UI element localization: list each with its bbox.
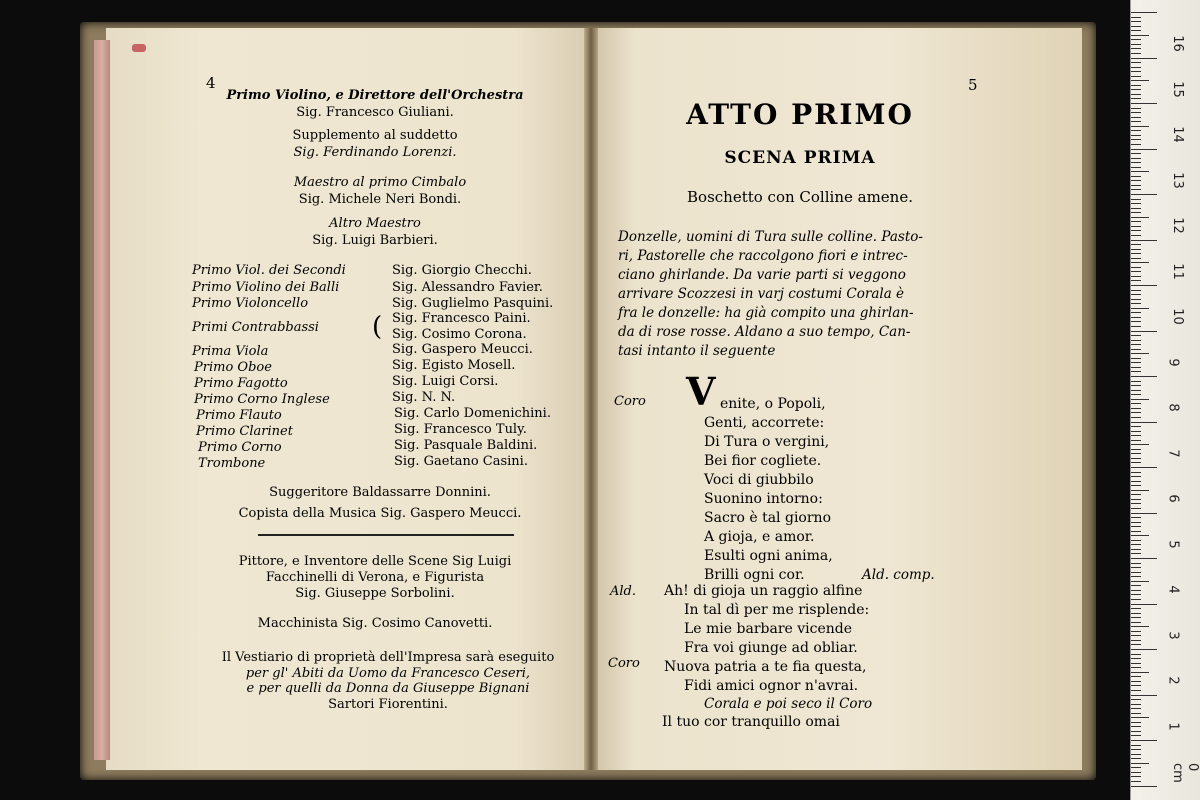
ruler-tick [1131,267,1141,268]
name: Sig. Pasquale Baldini. [394,438,538,453]
ruler-tick [1131,385,1141,386]
ruler-number: 15 [1169,80,1185,98]
ruler-tick [1131,740,1157,741]
ruler-tick [1131,535,1149,536]
verse-line: Fidi amici ognor n'avrai. [684,678,859,694]
ruler-tick [1131,644,1141,645]
ruler-tick [1131,731,1141,732]
role: Trombone [198,456,266,471]
ruler-tick [1131,35,1149,36]
right-page-number: 5 [968,76,978,94]
left-line: Supplemento al suddetto [292,128,458,143]
ruler-tick [1131,308,1149,309]
ruler-tick [1131,563,1141,564]
ruler-tick [1131,253,1141,254]
ruler-tick [1131,481,1141,482]
ruler-tick [1131,221,1141,222]
ruler-tick [1131,649,1157,650]
ruler-tick [1131,485,1141,486]
pink-page-edge [94,40,110,760]
ruler-tick [1131,444,1149,445]
ruler-tick [1131,108,1141,109]
ruler-tick [1131,94,1141,95]
ruler-tick [1131,53,1141,54]
role: Primo Clarinet [196,424,293,439]
ruler-tick [1131,76,1141,77]
ruler-tick [1131,553,1141,554]
name: Sig. Alessandro Favier. [392,280,543,295]
ruler-tick [1131,412,1141,413]
ruler-tick [1131,735,1141,736]
ruler-tick [1131,235,1141,236]
left-after: Pittore, e Inventore delle Scene Sig Luigi [238,554,512,569]
ruler-tick [1131,663,1141,664]
ruler-tick [1131,203,1141,204]
book-gutter [584,28,598,770]
ruler-tick [1131,672,1149,673]
verse-line: Le mie barbare vicende [684,621,853,637]
ruler-tick [1131,604,1157,605]
ruler-tick [1131,117,1141,118]
ruler-tick [1131,344,1141,345]
role: Prima Viola [192,344,269,359]
ruler-tick [1131,594,1141,595]
ruler-tick [1131,513,1157,514]
left-line: Sig. Luigi Barbieri. [312,233,438,248]
scene-setting: Boschetto con Colline amene. [687,188,913,206]
ruler-tick [1131,185,1141,186]
ruler-tick [1131,17,1141,18]
verse-line: Genti, accorrete: [704,415,825,431]
ruler-tick [1131,695,1157,696]
ruler-tick [1131,12,1157,13]
left-line: Primo Violino, e Direttore dell'Orchestra [226,88,524,103]
verse-line: A gioja, e amor. [704,529,815,545]
ruler-tick [1131,631,1141,632]
ruler-tick [1131,230,1141,231]
verse-line: Corala e poi seco il Coro [704,696,873,712]
ruler-tick [1131,462,1141,463]
ruler-tick [1131,362,1141,363]
verse-line: enite, o Popoli, [720,396,826,412]
left-line: Sig. Ferdinando Lorenzi. [293,145,457,160]
ruler-tick [1131,258,1141,259]
ruler-tick [1131,189,1141,190]
ruler-tick [1131,217,1149,218]
ruler-tick [1131,394,1141,395]
name: Sig. Egisto Mosell. [392,358,516,373]
ruler-tick [1131,26,1141,27]
name: Sig. Luigi Corsi. [392,374,499,389]
ruler-number: 14 [1169,126,1185,143]
ruler-tick [1131,490,1149,491]
ruler-number: 4 [1165,585,1181,594]
ruler-tick [1131,449,1141,450]
ruler-tick [1131,30,1141,31]
ruler-tick [1131,635,1141,636]
role: Primo Violino dei Balli [192,280,340,295]
ruler-tick [1131,139,1141,140]
ruler-tick [1131,290,1141,291]
act-title: ATTO PRIMO [686,98,914,131]
ruler-tick [1131,503,1141,504]
measuring-ruler [1130,0,1200,800]
role: Primo Flauto [196,408,282,423]
ruler-tick [1131,399,1149,400]
ruler-tick [1131,144,1141,145]
ruler-tick [1131,704,1141,705]
ruler-tick [1131,517,1141,518]
name: Sig. Cosimo Corona. [392,327,527,342]
ruler-tick [1131,326,1141,327]
verse-line: Bei fior cogliete. [704,453,822,469]
ruler-tick [1131,358,1141,359]
ruler-tick [1131,103,1157,104]
role: Primi Contrabbassi [192,320,319,335]
verse-line: Nuova patria a te fia questa, [664,659,867,675]
ruler-tick [1131,199,1141,200]
ruler-tick [1131,781,1141,782]
ruler-tick [1131,390,1141,391]
ruler-number: 0 cm [1170,763,1200,783]
stage-direction: da di rose rosse. Aldano a suo tempo, Can- [618,324,911,340]
ruler-tick [1131,713,1141,714]
ruler-tick [1131,280,1141,281]
verse-line: Fra voi giunge ad obliar. [684,640,858,656]
ruler-tick [1131,353,1149,354]
left-after: Macchinista Sig. Cosimo Canovetti. [257,616,493,631]
ruler-number: 16 [1169,35,1185,52]
ruler-tick [1131,745,1141,746]
ruler-tick [1131,367,1141,368]
ruler-tick [1131,472,1141,473]
ruler-tick [1131,240,1157,241]
speaker: Coro [608,656,640,671]
role: Primo Corno [198,440,282,455]
ruler-tick [1131,294,1141,295]
ruler-tick [1131,180,1141,181]
ruler-tick [1131,440,1141,441]
ruler-tick [1131,21,1141,22]
ruler-tick [1131,331,1157,332]
ruler-tick [1131,549,1141,550]
ruler-tick [1131,626,1149,627]
ruler-tick [1131,162,1141,163]
ruler-tick [1131,417,1141,418]
ruler-tick [1131,208,1141,209]
ruler-tick [1131,303,1141,304]
ruler-tick [1131,58,1157,59]
ruler-number: 7 [1165,448,1181,458]
ruler-tick [1131,80,1149,81]
verse-line: Sacro è tal giorno [704,510,831,526]
ruler-tick [1131,299,1141,300]
left-after: Facchinelli di Verona, e Figurista [265,570,485,585]
ruler-tick [1131,458,1141,459]
left-after: Sartori Fiorentini. [328,697,448,712]
ruler-tick [1131,558,1157,559]
ruler-tick [1131,599,1141,600]
divider [258,534,514,536]
role: Primo Fagotto [194,376,288,391]
ruler-tick [1131,585,1141,586]
ruler-tick [1131,422,1157,423]
role: Primo Viol. dei Secondi [192,263,346,278]
ruler-tick [1131,249,1141,250]
ruler-tick [1131,758,1141,759]
ruler-tick [1131,567,1141,568]
ruler-tick [1131,121,1141,122]
name: Sig. Francesco Tuly. [394,422,527,437]
ruler-tick [1131,39,1141,40]
ruler-tick [1131,476,1141,477]
ruler-tick [1131,658,1141,659]
ruler-tick [1131,540,1141,541]
ruler-tick [1131,435,1141,436]
ruler-tick [1131,71,1141,72]
ruler-tick [1131,149,1157,150]
ruler-tick [1131,85,1141,86]
ruler-number: 8 [1165,403,1181,412]
ruler-tick [1131,622,1141,623]
verse-line: Brilli ogni cor. [704,567,805,583]
role: Primo Corno Inglese [194,392,330,407]
ruler-tick [1131,494,1141,495]
ruler-tick [1131,244,1141,245]
ruler-number: 2 [1165,676,1181,685]
ruler-tick [1131,167,1141,168]
verse-line: Voci di giubbilo [704,472,814,488]
left-line: Maestro al primo Cimbalo [293,175,467,190]
left-after: Copista della Musica Sig. Gaspero Meucci. [238,506,522,521]
verse-line: Di Tura o vergini, [704,434,830,450]
ruler-tick [1131,722,1141,723]
ruler-tick [1131,426,1141,427]
stage-direction: ciano ghirlande. Da varie parti si veggono [618,267,906,283]
left-after: Il Vestiario di proprietà dell'Impresa sarà eseguito [221,650,555,665]
ruler-tick [1131,276,1141,277]
ruler-tick [1131,340,1141,341]
ruler-tick [1131,176,1141,177]
ruler-tick [1131,381,1141,382]
ruler-number: 3 [1165,630,1181,640]
ruler-tick [1131,699,1141,700]
ruler-number: 13 [1169,171,1185,189]
role: Primo Oboe [194,360,272,375]
ruler-tick [1131,312,1141,313]
ruler-tick [1131,526,1141,527]
ruler-tick [1131,531,1141,532]
name: Sig. Francesco Paini. [392,311,531,326]
left-after: Sig. Giuseppe Sorbolini. [295,586,455,601]
name: Sig. Gaetano Casini. [394,454,528,469]
ruler-tick [1131,667,1141,668]
ruler-tick [1131,212,1141,213]
ruler-tick [1131,685,1141,686]
ruler-tick [1131,48,1141,49]
ruler-tick [1131,376,1157,377]
ruler-tick [1131,754,1141,755]
ruler-tick [1131,262,1149,263]
ruler-number: 1 [1165,721,1181,731]
ruler-tick [1131,226,1141,227]
speaker: Ald. [610,584,636,599]
ruler-tick [1131,749,1141,750]
ruler-tick [1131,431,1141,432]
verse-line: In tal dì per me risplende: [684,602,870,618]
ruler-tick [1131,335,1141,336]
stage-direction: ri, Pastorelle che raccolgono fiori e intrec- [618,248,908,264]
ruler-tick [1131,89,1141,90]
scene-title: SCENA PRIMA [724,148,876,168]
ruler-tick [1131,126,1149,127]
name: Sig. Gaspero Meucci. [392,342,533,357]
ruler-tick [1131,98,1141,99]
ruler-tick [1131,654,1141,655]
ruler-tick [1131,194,1157,195]
ruler-number: 12 [1169,217,1185,234]
ruler-tick [1131,349,1141,350]
ruler-tick [1131,44,1141,45]
ruler-tick [1131,522,1141,523]
ruler-tick [1131,763,1149,764]
ruler-tick [1131,772,1141,773]
ruler-tick [1131,717,1149,718]
ruler-tick [1131,576,1141,577]
ruler-tick [1131,317,1141,318]
left-page-number: 4 [206,74,216,92]
drop-cap: V [686,369,716,414]
ruler-tick [1131,608,1141,609]
ruler-tick [1131,285,1157,286]
speaker: Coro [614,394,646,409]
name: Sig. N. N. [392,390,456,405]
ruler-number: 11 [1169,262,1185,280]
ruler-tick [1131,617,1141,618]
left-after: Suggeritore Baldassarre Donnini. [269,485,491,500]
ruler-tick [1131,371,1141,372]
ruler-tick [1131,67,1141,68]
verse-line: Suonino intorno: [704,491,823,507]
ruler-tick [1131,130,1141,131]
ruler-tick [1131,776,1141,777]
ruler-number: 6 [1165,494,1181,503]
ruler-tick [1131,590,1141,591]
ruler-tick [1131,640,1141,641]
ruler-number: 10 [1169,308,1185,325]
ruler-tick [1131,158,1141,159]
ruler-tick [1131,544,1141,545]
role: Primo Violoncello [192,296,309,311]
ruler-tick [1131,271,1141,272]
red-mark [132,44,146,52]
ruler-tick [1131,62,1141,63]
stage-direction: tasi intanto il seguente [618,343,776,359]
aside: Ald. comp. [862,567,935,583]
ruler-tick [1131,467,1157,468]
ruler-tick [1131,572,1141,573]
left-line: Sig. Michele Neri Bondi. [298,192,462,207]
ruler-tick [1131,321,1141,322]
left-after: per gl' Abiti da Uomo da Francesco Ceseri, [245,666,531,681]
ruler-tick [1131,613,1141,614]
ruler-tick [1131,676,1141,677]
ruler-number: 9 [1165,357,1181,367]
ruler-tick [1131,153,1141,154]
ruler-tick [1131,508,1141,509]
ruler-tick [1131,581,1149,582]
ruler-tick [1131,708,1141,709]
ruler-tick [1131,499,1141,500]
ruler-tick [1131,726,1141,727]
ruler-tick [1131,690,1141,691]
verse-line: Esulti ogni anima, [704,548,833,564]
ruler-tick [1131,403,1141,404]
verse-line: Ah! di gioja un raggio alfine [664,583,863,599]
verse-line: Il tuo cor tranquillo omai [662,714,840,730]
ruler-tick [1131,171,1149,172]
ruler-tick [1131,681,1141,682]
ruler-tick [1131,112,1141,113]
left-line: Sig. Francesco Giuliani. [296,105,454,120]
left-after: e per quelli da Donna da Giuseppe Bignani [246,681,530,696]
stage-direction: fra le donzelle: ha già compito una ghirlan- [618,305,914,321]
ruler-tick [1131,767,1141,768]
ruler-tick [1131,786,1157,787]
name: Sig. Giorgio Checchi. [392,263,532,278]
name: Sig. Guglielmo Pasquini. [392,296,554,311]
ruler-tick [1131,408,1141,409]
ruler-number: 5 [1165,539,1181,549]
ruler-tick [1131,453,1141,454]
stage-direction: Donzelle, uomini di Tura sulle colline. Pasto- [618,229,923,245]
brace: ( [372,312,383,342]
ruler-tick [1131,135,1141,136]
name: Sig. Carlo Domenichini. [394,406,551,421]
stage-direction: arrivare Scozzesi in varj costumi Corala è [618,286,905,302]
left-line: Altro Maestro [329,216,421,231]
